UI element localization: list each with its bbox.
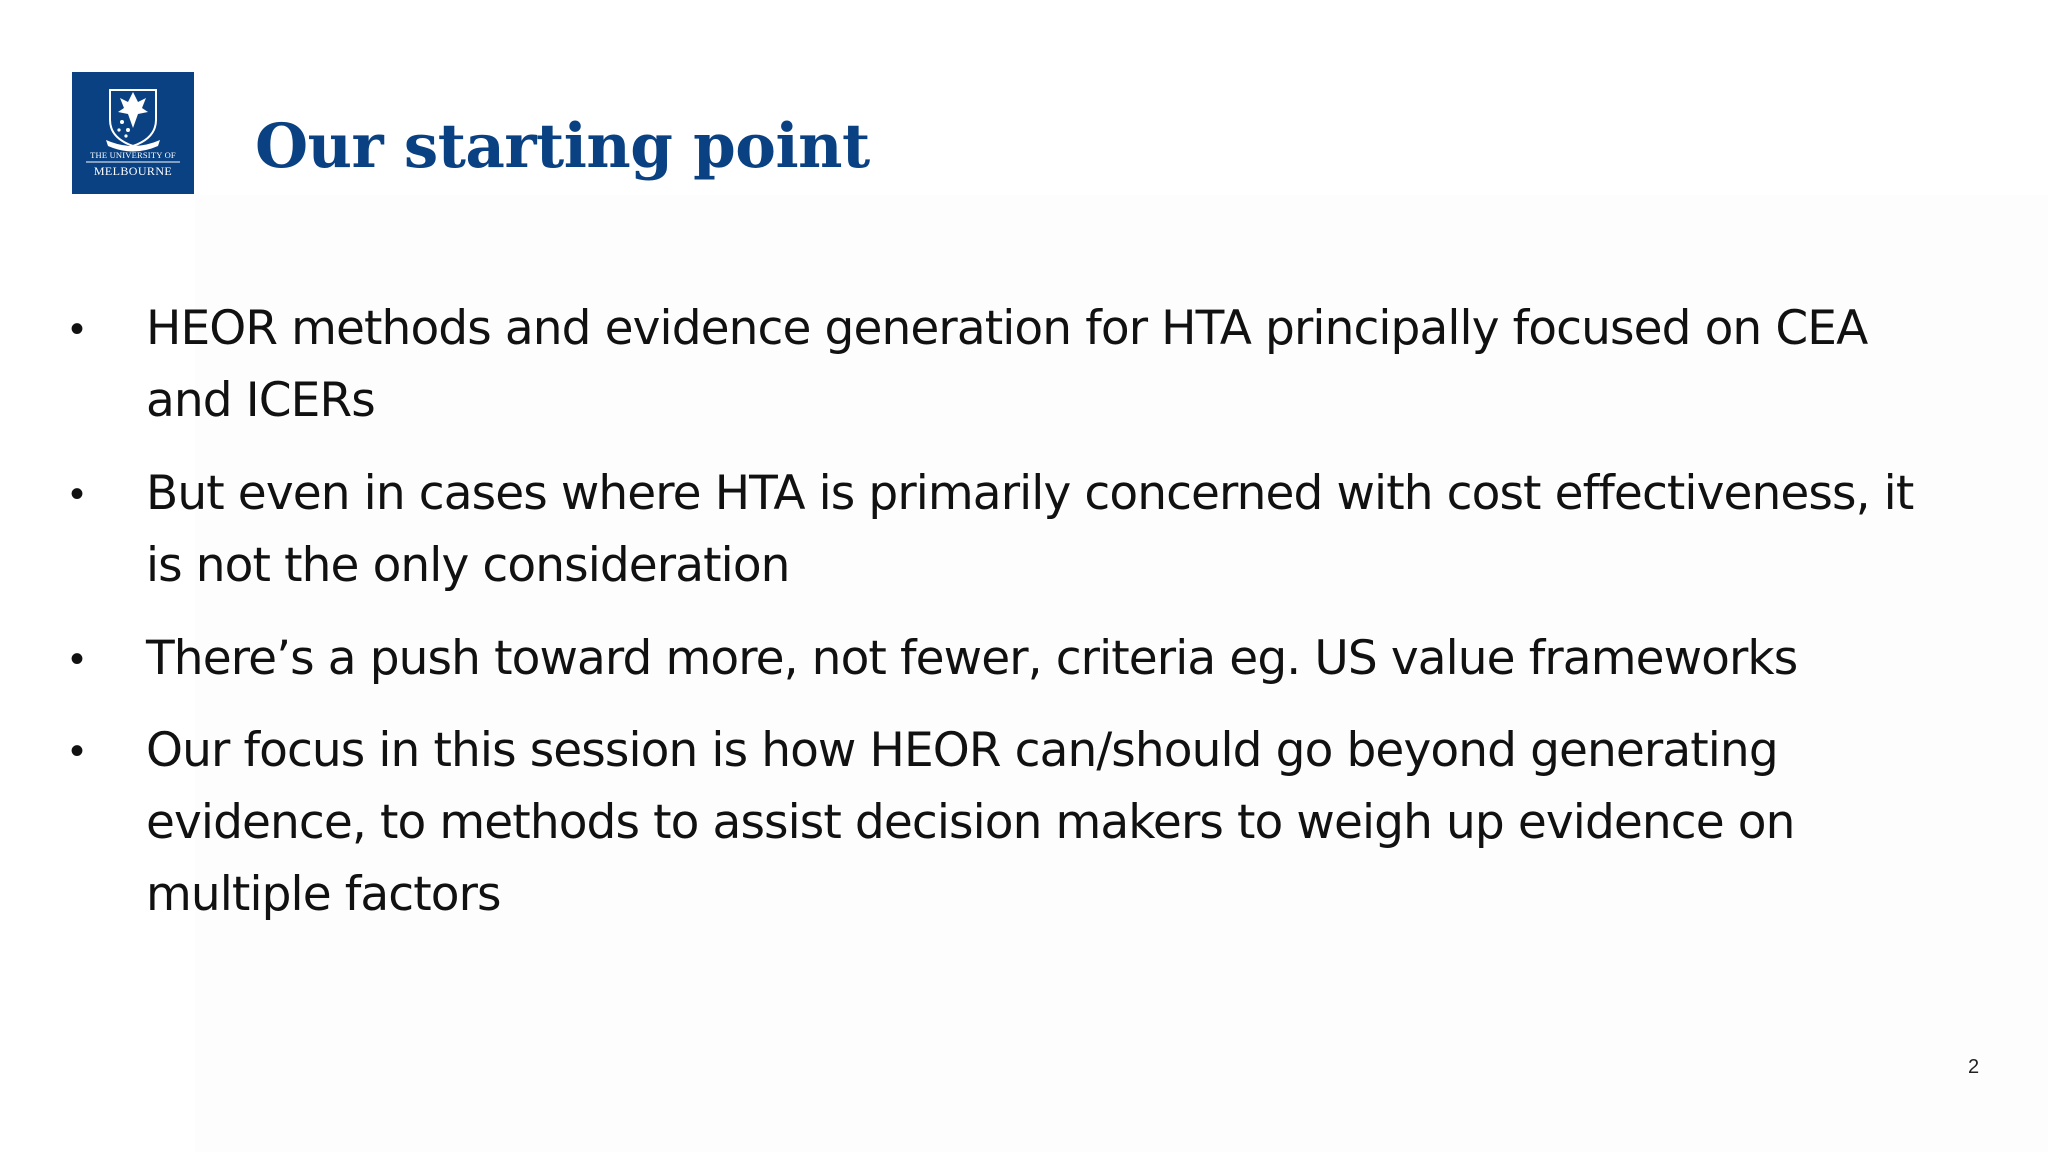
logo-line1: THE UNIVERSITY OF (90, 150, 176, 160)
page-number: 2 (1968, 1056, 1980, 1078)
bullet-text: HEOR methods and evidence generation for HTA principally focused on CEA and ICERs (146, 301, 1868, 428)
bullet-text: But even in cases where HTA is primarily concerned with cost effectiveness, it is not the only consideration (146, 466, 1914, 593)
bullet-text: There’s a push toward more, not fewer, criteria eg. US value frameworks (146, 631, 1798, 686)
bullet-marker: • (70, 729, 85, 773)
page-title: Our starting point (255, 111, 870, 182)
bullet-text: Our focus in this session is how HEOR can/should go beyond generating evidence, to methods to assist decision makers to weigh up evidence on multiple factors (146, 723, 1795, 922)
bullet-marker: • (70, 472, 85, 516)
bullet-marker: • (70, 307, 85, 351)
university-logo (72, 72, 194, 194)
bullet-marker: • (70, 637, 85, 681)
logo-line2: MELBOURNE (93, 164, 173, 178)
